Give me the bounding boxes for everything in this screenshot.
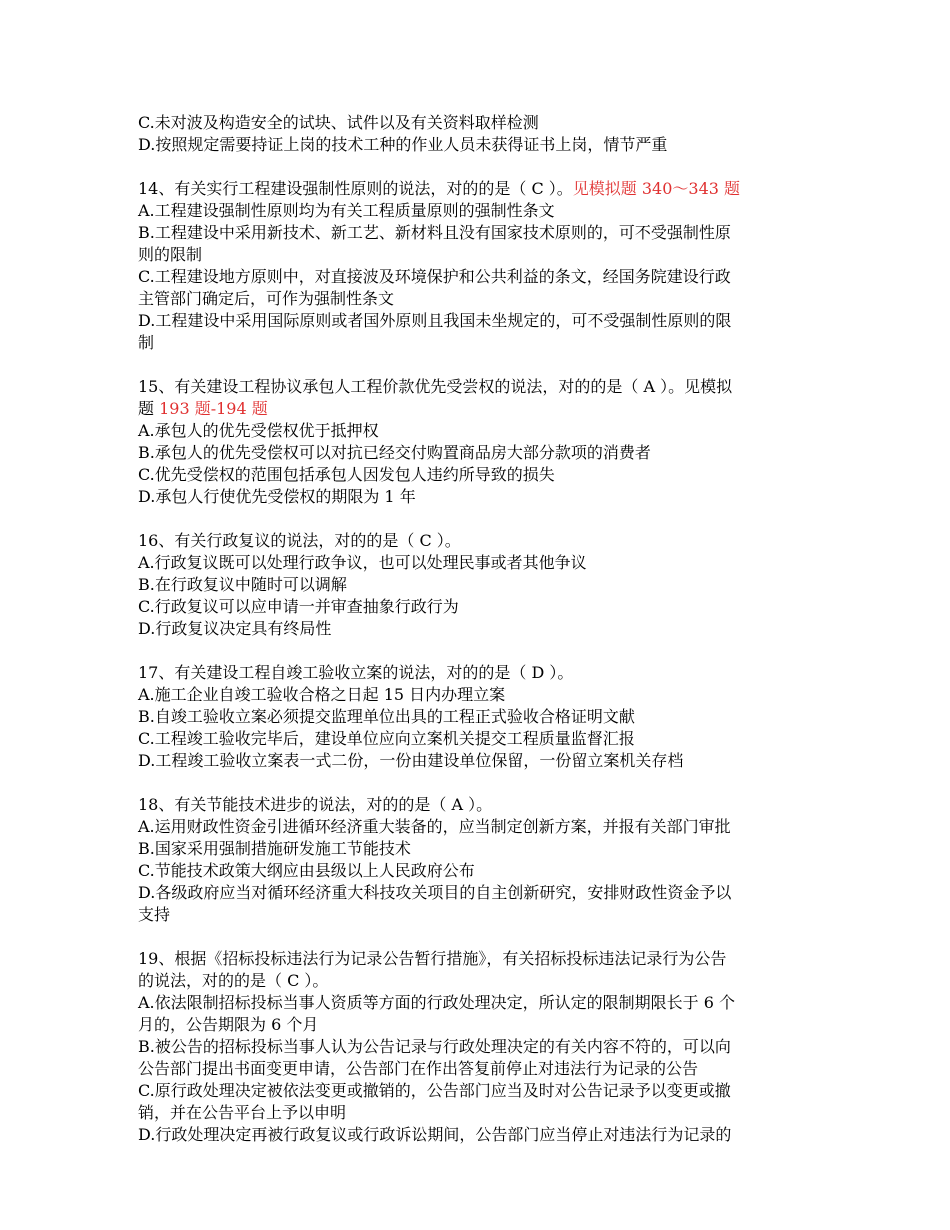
line-text: D.承包人行使优先受偿权的期限为 1 年 xyxy=(138,487,416,506)
line-text: A.工程建设强制性原则均为有关工程质量原则的强制性条文 xyxy=(138,201,555,220)
line-text: B.自竣工验收立案必须提交监理单位出具的工程正式验收合格证明文献 xyxy=(138,707,635,726)
line-text: A.运用财政性资金引进循环经济重大装备的，应当制定创新方案，并报有关部门审批 xyxy=(138,817,731,836)
reference-note: 193 题-194 题 xyxy=(159,399,268,418)
text-line xyxy=(138,134,840,156)
line-text: 题 xyxy=(138,399,160,418)
line-text: 支持 xyxy=(138,905,171,924)
text-line xyxy=(138,618,840,640)
text-line xyxy=(138,310,840,332)
text-line xyxy=(138,464,840,486)
reference-note: 见模拟题 340～343 题 xyxy=(572,179,741,198)
text-line xyxy=(138,288,840,310)
blank-line xyxy=(138,926,840,948)
text-line xyxy=(138,552,840,574)
line-text: D.行政复议决定具有终局性 xyxy=(138,619,332,638)
line-text: B.国家采用强制措施研发施工节能技术 xyxy=(138,839,411,858)
text-line xyxy=(138,244,840,266)
line-text: D.工程建设中采用国际原则或者国外原则且我国未坐规定的，可不受强制性原则的限 xyxy=(138,311,732,330)
text-line xyxy=(138,750,840,772)
text-line xyxy=(138,112,840,134)
text-line xyxy=(138,1102,840,1124)
line-text: C.工程建设地方原则中，对直接波及环境保护和公共利益的条文，经国务院建设行政 xyxy=(138,267,731,286)
text-line xyxy=(138,1080,840,1102)
text-line xyxy=(138,376,840,398)
line-text: B.被公告的招标投标当事人认为公告记录与行政处理决定的有关内容不符的，可以向 xyxy=(138,1037,731,1056)
line-text: C.未对波及构造安全的试块、试件以及有关资料取样检测 xyxy=(138,113,539,132)
text-line xyxy=(138,1014,840,1036)
blank-line xyxy=(138,508,840,530)
line-text: D.按照规定需要持证上岗的技术工种的作业人员未获得证书上岗，情节严重 xyxy=(138,135,668,154)
line-text: 月的，公告期限为 6 个月 xyxy=(138,1015,319,1034)
text-line xyxy=(138,992,840,1014)
line-text: 15、有关建设工程协议承包人工程价款优先受尝权的说法，对的的是（ A ）。见模拟 xyxy=(138,377,733,396)
line-text: 的说法，对的的是（ C ）。 xyxy=(138,971,329,990)
line-text: 18、有关节能技术进步的说法，对的的是（ A ）。 xyxy=(138,795,493,814)
blank-line xyxy=(138,640,840,662)
line-text: A.施工企业自竣工验收合格之日起 15 日内办理立案 xyxy=(138,685,506,704)
line-text: 则的限制 xyxy=(138,245,203,264)
text-line xyxy=(138,596,840,618)
line-text: A.依法限制招标投标当事人资质等方面的行政处理决定，所认定的限制期限长于 6 个 xyxy=(138,993,735,1012)
line-text: D.工程竣工验收立案表一式二份，一份由建设单位保留，一份留立案机关存档 xyxy=(138,751,684,770)
text-line xyxy=(138,970,840,992)
text-line xyxy=(138,816,840,838)
line-text: 主管部门确定后，可作为强制性条文 xyxy=(138,289,395,308)
text-line xyxy=(138,904,840,926)
line-text: A.行政复议既可以处理行政争议，也可以处理民事或者其他争议 xyxy=(138,553,587,572)
text-line xyxy=(138,1036,840,1058)
line-text: D.各级政府应当对循环经济重大科技攻关项目的自主创新研究，安排财政性资金予以 xyxy=(138,883,732,902)
text-line xyxy=(138,222,840,244)
line-text: 销，并在公告平台上予以申明 xyxy=(138,1103,347,1122)
text-line xyxy=(138,398,840,420)
line-text: B.工程建设中采用新技术、新工艺、新材料且没有国家技术原则的，可不受强制性原 xyxy=(138,223,731,242)
line-text: C.行政复议可以应申请一并审查抽象行政行为 xyxy=(138,597,459,616)
text-line xyxy=(138,662,840,684)
text-line xyxy=(138,574,840,596)
text-line xyxy=(138,728,840,750)
text-line xyxy=(138,332,840,354)
blank-line xyxy=(138,156,840,178)
text-line xyxy=(138,486,840,508)
text-line xyxy=(138,442,840,464)
line-text: 16、有关行政复议的说法，对的的是（ C ）。 xyxy=(138,531,461,550)
line-text: C.优先受偿权的范围包括承包人因发包人违约所导致的损失 xyxy=(138,465,555,484)
text-line xyxy=(138,178,840,200)
text-line xyxy=(138,1124,840,1146)
line-text: 制 xyxy=(138,333,155,352)
text-line xyxy=(138,838,840,860)
text-line xyxy=(138,882,840,904)
line-text: C.原行政处理决定被依法变更或撤销的，公告部门应当及时对公告记录予以变更或撤 xyxy=(138,1081,731,1100)
text-line xyxy=(138,200,840,222)
line-text: D.行政处理决定再被行政复议或行政诉讼期间，公告部门应当停止对违法行为记录的 xyxy=(138,1125,732,1144)
line-text: C.工程竣工验收完毕后，建设单位应向立案机关提交工程质量监督汇报 xyxy=(138,729,635,748)
line-text: 19、根据《招标投标违法行为记录公告暂行措施》，有关招标投标违法记录行为公告 xyxy=(138,949,727,968)
line-text: B.在行政复议中随时可以调解 xyxy=(138,575,347,594)
line-text: 公告部门提出书面变更申请，公告部门在作出答复前停止对违法行为记录的公告 xyxy=(138,1059,699,1078)
text-line xyxy=(138,530,840,552)
blank-line xyxy=(138,772,840,794)
text-line xyxy=(138,266,840,288)
line-text: 17、有关建设工程自竣工验收立案的说法，对的的是（ D ）。 xyxy=(138,663,574,682)
text-line xyxy=(138,684,840,706)
text-line xyxy=(138,948,840,970)
blank-line xyxy=(138,354,840,376)
text-line xyxy=(138,1058,840,1080)
text-line xyxy=(138,420,840,442)
text-line xyxy=(138,860,840,882)
line-text: A.承包人的优先受偿权优于抵押权 xyxy=(138,421,379,440)
text-line xyxy=(138,706,840,728)
line-text: B.承包人的优先受偿权可以对抗已经交付购置商品房大部分款项的消费者 xyxy=(138,443,651,462)
line-text: C.节能技术政策大纲应由县级以上人民政府公布 xyxy=(138,861,475,880)
text-line xyxy=(138,794,840,816)
line-text: 14、有关实行工程建设强制性原则的说法，对的的是（ C ）。 xyxy=(138,179,573,198)
